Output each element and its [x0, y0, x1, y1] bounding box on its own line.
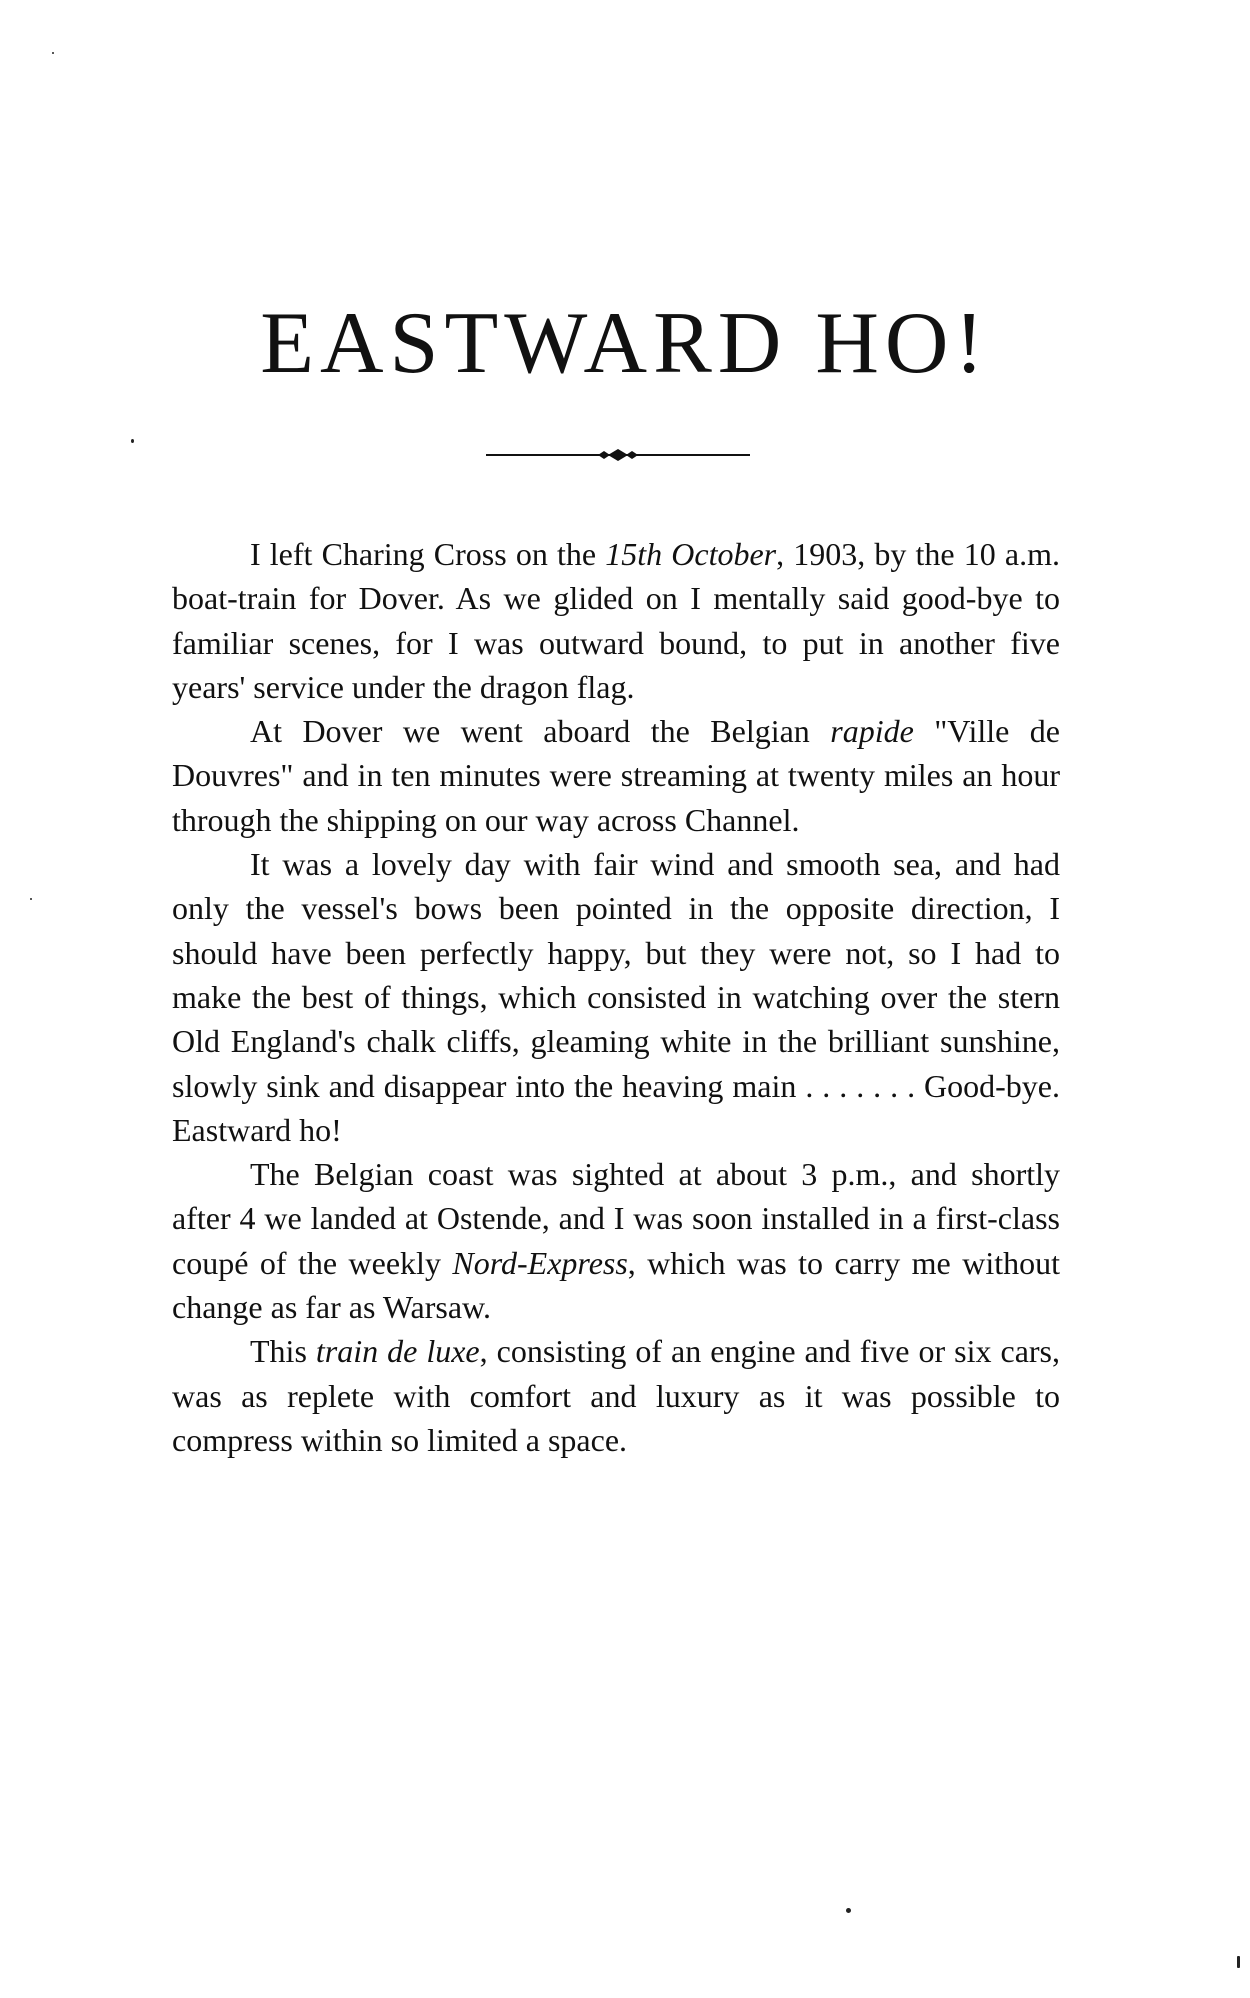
paragraph-dover: At Dover we went aboard the Belgian rapide "Ville de Douvres" and in ten minutes were streaming at twenty miles an hour through the shipping on our way across Channel.	[172, 713, 1061, 838]
paragraph-crossing: It was a lovely day with fair wind and smooth sea, and had only the vessel's bows been pointed in the opposite direction, I should have been perfectly happy, but they were not, so I had to make the best of things, which consisted in watching over the stern Old England's chalk cliffs, gleaming white in the brilliant sunshine, slowly sink and disappear into the heaving main . . . . . . . Good-bye. Eastward ho!	[172, 846, 1060, 1148]
scan-speck	[846, 1908, 851, 1913]
chapter-body	[172, 532, 1060, 1462]
nord-express-italic: Nord-Express	[452, 1244, 628, 1281]
rapide-italic: rapide	[830, 713, 914, 750]
scan-speck	[131, 439, 134, 443]
scan-speck	[30, 898, 32, 900]
paragraph-departure: I left Charing Cross on the 15th October, 1903, by the 10 a.m. boat-train for Dover. As we glided on I mentally said good-bye to familiar scenes, for I was outward bound, to put in another five years' service under the dragon flag.	[172, 536, 1061, 705]
paragraph-ostende: The Belgian coast was sighted at about 3 p.m., and shortly after 4 we landed at Ostende, and I was soon installed in a first-class coupé of the weekly Nord-Express, which was to carry me without change as far as Warsaw.	[172, 1156, 1061, 1326]
train-de-luxe-italic: train de luxe	[315, 1333, 480, 1370]
paragraph-train-de-luxe: This train de luxe, consisting of an engine and five or six cars, was as replete with comfort and luxury as it was possible to compress within so limited a space.	[172, 1333, 1061, 1458]
scan-speck	[52, 52, 54, 54]
date-italic: 15th October	[605, 536, 777, 572]
title-ornament-divider	[486, 448, 750, 462]
scan-speck	[1237, 1956, 1240, 1968]
chapter-title: EASTWARD HO!	[260, 295, 990, 392]
